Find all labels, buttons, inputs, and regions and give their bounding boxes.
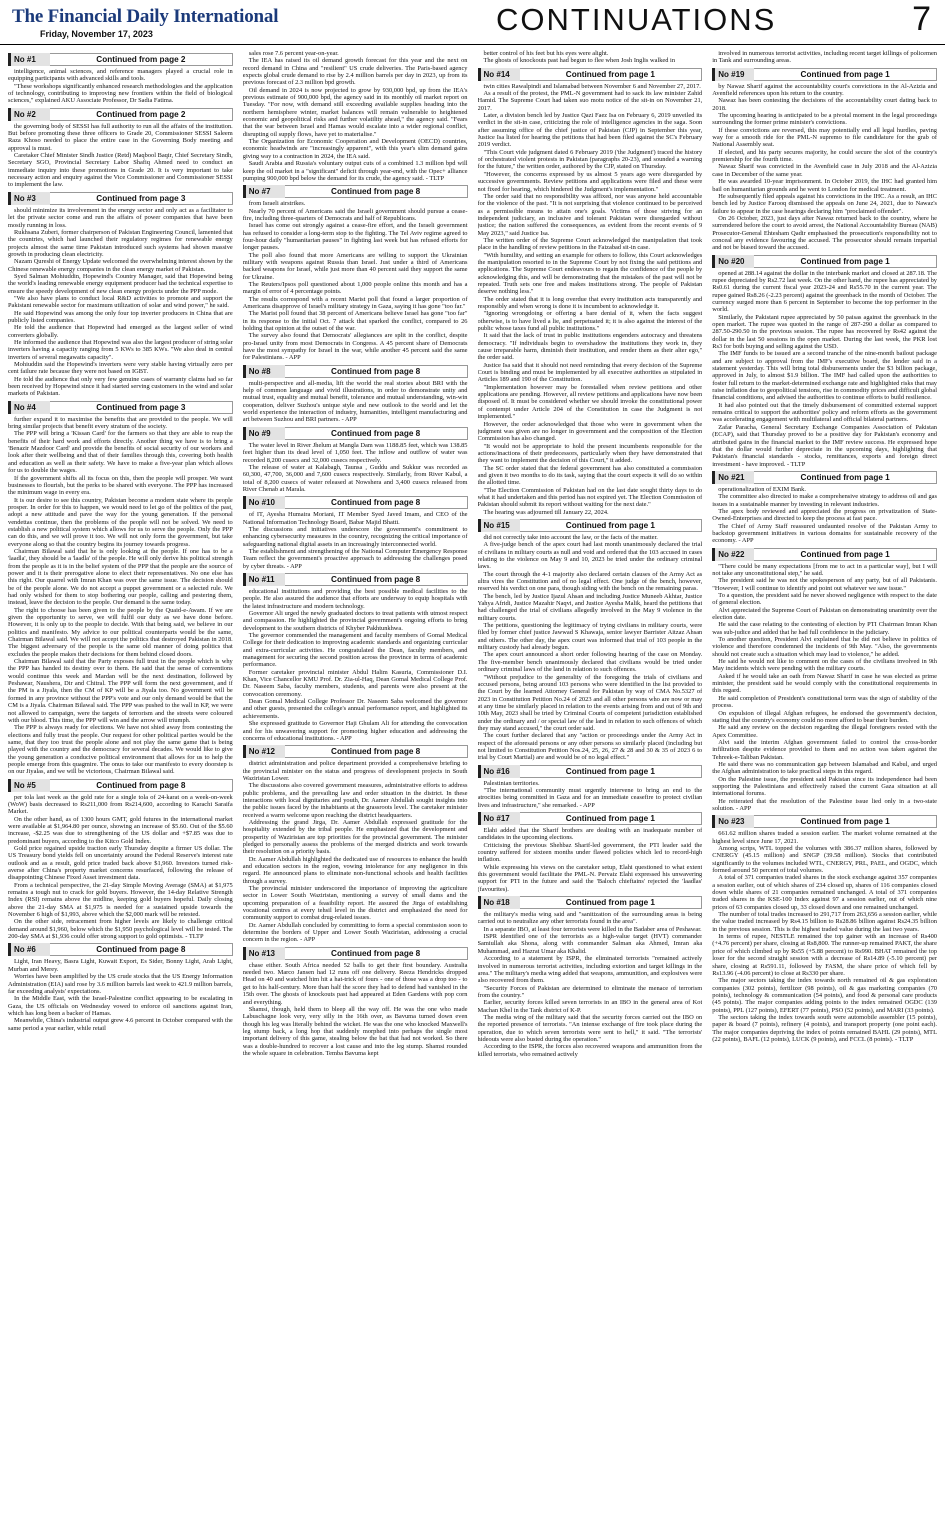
continuation-number: No #10 (243, 496, 285, 509)
paragraph: "There could be many expectations [from me to act in a particular way], but I will not take any unconstitutional step," he said. (712, 562, 937, 577)
paragraph: Palestinian territories. (483, 779, 540, 787)
paragraph: educational institutions and providing the best possible medical facilities to the people. He also assured the audience that efforts are underway to equip hospitals with the latest infrastructure and modern technology. (242, 587, 468, 610)
article-body (478, 911, 703, 1058)
paragraph: He told the audience that only very few genuine cases of warranty claims had so far been received by Hopewind since it had started serving customers in the wind and solar markets of Pakistan. (8, 375, 233, 398)
paragraph: "Security Forces of Pakistan are determined to eliminate the menace of terrorism from the country." (477, 984, 703, 999)
paragraph: Nazam Qureshi of Energy Update welcomed the overwhelming interest shown by the Chinese renewable energy companies in the clean energy market of Pakistan. (8, 258, 233, 273)
paragraph: Light, Iran Heavy, Basra Light, Kuwait Export, Es Sider, Bonny Light, Arab Light, Murban and Merey. (8, 958, 233, 973)
continuation-article (478, 50, 703, 65)
paragraph: The order said that no responsibility was affixed, nor was anyone held accountable for the violence of the past. "It is not surprising that violence continued to be perceived as a permissible means to attain one's goals. Victims of those striving for an independent judiciary, an inclusive and tolerant Pakistan were disregarded without justice; the nation suffered the consequences, as evident from the recent events of 9 May 2023," said Justice Isa. (477, 192, 703, 237)
paragraph: Alvi said the interim Afghan government failed to control the cross-border infiltration despite evidence provided to them and no action was taken against the Tehreek-e-Taliban Pakistan. (712, 738, 937, 761)
paragraph: "Ignoring wrongdoing or offering a bare denial of it, when the facts suggest otherwise, is to have lived a lie, and perpetuated it; it is also against the interest of the public whose taxes fund all public institutions." (477, 310, 703, 333)
continuation-article (478, 812, 703, 893)
continued-from-label: Continued from page 1 (520, 519, 703, 532)
paragraph: The court further declared that any "action or proceedings under the Army Act in respect of the aforesaid persons or any other persons so similarly placed (including but not limited to Constitution Petition Nos.24, 25, 26, 27 & 28 and 30 & 35 of 2023 6 to trial by Court Martial) are and would be of no legal effect." (477, 732, 703, 762)
paragraph: The sectors taking the index towards south were automobile assembler (15 points), paper & board (7 points), refinery (4 points), and transport property (one point each). The major companies depriving the index of points remained BAHL (29 points), MTL (22 points), BAFL (12 points), LUCK (9 points), and FCCL (8 points). - TLTP (712, 1013, 937, 1043)
paragraph: He said any review on the decision regarding the illegal foreigners rested with the Apex Committee. (712, 724, 937, 739)
article-body (478, 827, 703, 893)
paragraph: The Organization for Economic Cooperation and Development (OECD) countries, economic headwinds are "increasingly apparent", with this year's slim demand gains giving way to a contraction in 2024, the IEA said. (242, 138, 468, 160)
paragraph: As a result of the protest, the PML-N government had to sack its law minister Zahid Hamid. The Supreme Court had taken suo motu notice of the sit-in on November 21, 2017. (477, 90, 703, 112)
paragraph: To a question, the president said he never showed negligence with respect to the date of general election. (712, 592, 937, 607)
paragraph: From a technical perspective, the 21-day Simple Moving Average (SMA) at $1,975 remains a tough nut to crack for gold buyers. However, the 14-day Relative Strength Index (RSI) remains above the midline, keeping gold buyers hopeful. Daily closing above the 21-day SMA at $1,975 is needed for a sustained upside towards the November 6 high of $1,993, above which the $2,000 mark will be retested. (8, 881, 233, 919)
continuation-article (478, 519, 703, 762)
paragraph: should minimize its involvement in the energy sector and only act as a facilitator to let the private sector come and run the affairs of power companies that have been mostly running in loss. (8, 206, 233, 229)
continuation-header (712, 548, 937, 561)
continuation-header (243, 365, 468, 378)
continuation-header (478, 765, 703, 778)
continuation-number: No #15 (478, 519, 520, 532)
paragraph: twin cities Rawalpindi and Islamabad between November 6 and November 27, 2017. (483, 82, 701, 90)
paragraph: To another question, President Alvi explained that he did not believe in politics of violence and therefore condemned the incidents of 9th May. "Also, the governments should not create such a situation which may lead to violence," he added. (712, 636, 937, 658)
continuation-number: No #12 (243, 745, 285, 758)
article-body (478, 83, 703, 516)
continuation-article (243, 947, 468, 1057)
paragraph: On expulsion of illegal Afghan refugees, he endorsed the government's decision, stating that the country's economy could no more afford to bear their burden. (712, 709, 937, 724)
continuation-header (8, 401, 233, 414)
continuation-article (478, 765, 703, 809)
article-body (243, 380, 468, 424)
paragraph: It had also pointed out that the timely disbursement of committed external support remains critical to support the authorities' policy and reform efforts as the government was accelerating engagement with multilateral and official bilateral partners. (712, 401, 937, 424)
paragraph: The release of water at Kalabagh, Taunsa , Guddu and Sukkur was recorded as 60,300, 47,700, 36,000 and 7,600 cusecs respectively. Similarly, from River Kabul, a total of 8,200 cusecs of water released at Nowshera and 3,400 cusecs released from River Chenab at Marala. (242, 463, 468, 493)
article-body (8, 68, 233, 105)
continued-from-label: Continued from page 1 (520, 68, 703, 81)
paragraph: from Israeli airstrikes. (248, 200, 306, 208)
article-body (712, 50, 937, 65)
paragraph: "It would not be appropriate to hold the present incumbents responsible for the actions/inactions of their predecessors, particularly when they have demonstrated that they want to implement the decision of this Court," it added. (477, 442, 703, 465)
paragraph: He said he would not like to comment on the cases of the civilians involved in 9th May incidents which were pending with the military courts. (712, 658, 937, 673)
continuation-article (8, 192, 233, 398)
paragraph: "We also have plans to conduct local R&D activities to promote and support the Pakistani renewable sector for maximum utilization of solar and wind power," he said. (8, 294, 233, 310)
continued-from-label: Continued from page 8 (285, 496, 468, 509)
continued-from-label: Continued from page 1 (754, 548, 937, 561)
continuation-header (478, 812, 703, 825)
continued-from-label: Continued from page 1 (754, 68, 937, 81)
continuation-number: No #6 (8, 943, 50, 956)
paragraph: The Reuters/Ipsos poll questioned about 1,000 people online this month and has a margin of error of 4 percentage points. (242, 280, 468, 296)
continued-from-label: Continued from page 1 (520, 812, 703, 825)
paragraph: district administration and police department provided a comprehensive briefing to the provincial minister on the status and progress of development projects in South Waziristan Lower. (242, 760, 468, 782)
paragraph: did not correctly take into account the law, or the facts of the matter. (483, 533, 658, 541)
paragraph: The poll also found that more Americans are willing to support the Ukrainian military with weapons against Russia than Israel. Just under a third of Americans backed weapons for Israel, while just more than 40 percent said they support the same for Ukraine. (242, 251, 468, 281)
paragraph: 661.62 million shares traded a session earlier. The market volume remained at the highest level since June 17, 2021. (712, 830, 937, 845)
paragraph: Criticising the previous Shehbaz Sharif-led government, the PTI leader said the country suffered for sixteen months under flawed policies which led to record-high inflation. (477, 841, 703, 864)
paragraph: In the Middle East, with the Israel-Palestine conflict appearing to be escalating in Gaza, the US officials on Wednesday vowed to enforce oil sanctions against Iran, which has long been a backer of Hamas. (8, 995, 233, 1017)
paragraph: Saudi Arabia and Russia's voluntary output cuts of a combined 1.3 million bpd will keep the oil market in a "significant" deficit through year-end, with the Opec+ alliance pumping 900,000 bpd below the demand for its crude, the agency said. - TLTP (242, 160, 468, 182)
paragraph: Shamsi, though, held them to bleep all the way off. He was the one who made Labuschagne look very, very silly in the 16th over, as Bavuma turned down even though his leg was literally behind the wicket. He was the one who knocked Maxwell's leg stump back, a long hop that suddenly morphed into perhaps the single most important delivery of this game, stealing below the bat that had not worked. So there was a double-hundred to recover a lost cause and into the leg stump. Shamsi rounded the whole square in celebration. Temba Bavuma kept (242, 1005, 468, 1057)
paragraph: On the Palestine issue, the president said Pakistan since its independence had been supporting the Palestinians and effectively raised the current Gaza situation at all international forums. (712, 775, 937, 798)
continuation-number: No #19 (712, 68, 754, 81)
column-2 (243, 50, 468, 1527)
continuation-header (712, 815, 937, 828)
continuation-number: No #8 (243, 365, 285, 378)
paragraph: "However, the concerns expressed by us almost 5 years ago were disregarded by successive governments. Review petitions and applications were filed and these were not fixed for hearing, which hindered the Judgment's implementation." (477, 170, 703, 193)
article-body (8, 416, 233, 776)
article-body (712, 270, 937, 468)
paragraph: The president said he was not the spokesperson of any party, but of all Pakistanis. "However, I will continue to identify and point out whatever we saw issue." (712, 577, 937, 592)
article-body (243, 200, 468, 362)
paragraph: He said Hopewind was among the only four top inverter producers in China that are publicly listed companies. (8, 309, 233, 324)
continuation-number: No #11 (243, 573, 285, 586)
continuation-number: No #20 (712, 255, 754, 268)
continuation-header (712, 255, 937, 268)
continuation-number: No #17 (478, 812, 520, 825)
continuation-number: No #2 (8, 108, 50, 121)
continuation-number: No #16 (478, 765, 520, 778)
paragraph: Caretaker Chief Minister Sindh Justice (Retd) Maqbool Baqir, Chief Secretary Sindh, Secretary SGO, Provincial Secretary Labor Shafiq Ahmed need to conduct an immediate inquiry into these promotions in Grade 20. It is very important to take necessary action and enquiry against the Vice Commissioner and Commissioner SESSI to implement the law. (8, 152, 233, 189)
paragraph: The media wing of the military said that the security forces carried out the IBO on the reported presence of terrorists. "An intense exchange of fire took place during the operation, due to which seven terrorists were sent to hell," it said. "The terrorists' hideouts were also busted during the operation." (477, 1013, 703, 1043)
continuation-article (712, 50, 937, 65)
paragraph: Chairman Bilawal said that he is only looking at the people. If one has to be a 'laadla', they should be a 'laadla' of the people. He will only derive his political strength from the people as it is in the belief system of the PPP that the people are the source of power and it is their prerogative alone to elect their representatives. No one else has this right. Our quarrel with Imran Khan was over the same issue. The decision should be of the people alone. We do not accept a puppet government or a selected rule. We had only wished for them to stop bothering our people, calling and pestering them, instead, leave the decision to the people. Our demand is the same today. (8, 547, 233, 607)
continued-from-label: Continued from page 8 (285, 365, 468, 378)
continued-from-label: Continued from page 1 (520, 896, 703, 909)
paragraph: "This Court vide judgment dated 6 February 2019 ('the Judgment') traced the history of orchestrated violent protests in Pakistan (paragraphs 20-23), and sounded a warning for the future," the written order, authored by the CJP, stated on Thursday. (477, 148, 703, 171)
paragraph: Governor Ali urged the newly graduated doctors to treat patients with utmost respect and compassion. He highlighted the provincial government's ongoing efforts to bring development to the southern districts of Khyber Pakhtunkhwa. (242, 610, 468, 632)
paragraph: Dr. Aamer Abdullah highlighted the dedicated use of resources to enhance the health and education sectors in the region, vowing intolerance for any negligence in this regard. He announced plans to eliminate non-functional schools and health facilities through a survey. (242, 855, 468, 885)
continuation-article (712, 548, 937, 813)
continuation-header (243, 745, 468, 758)
continuation-article (712, 68, 937, 252)
paragraph: The PPP will bring a 'Kissan Card' for the farmers so that they are able to reap the benefits of their hard work and efforts directly. Another thing we have is to bring a 'Benazir Mazdoor Card' and provide the benefits of social security of our workers and look after their wellbeing and that of their families through this, covering both health and education as well as their safety. We have to make a five-year plan which allows for us to double the wages. (8, 430, 233, 475)
paragraph: Mohiuddin said the Hopewind's inverters were very stable having virtually zero per cent failure rate because they were not based on IGBT. (8, 361, 233, 376)
continuation-header (8, 53, 233, 66)
continuation-number: No #4 (8, 401, 50, 414)
paragraph: The order stated that it is long overdue that every institution acts transparently and responsibly and when wrong is done it is incumbent to acknowledge it. (477, 295, 703, 310)
paragraph: Oil demand in 2024 is now projected to grow by 930,000 bpd, up from the IEA's previous estimate of 900,000 bpd, the agency said in its monthly oil market report on Tuesday. "For now, with demand still exceeding available supplies heading into the northern hemisphere winter, market balances will remain vulnerable to heightened economic and geopolitical risks and further volatility ahead," the agency said. "Fears that the war between Israel and Hamas would escalate into a wider regional conflict, disrupting oil supply flows, have yet to materialise." (242, 86, 468, 138)
continuation-header (712, 68, 937, 81)
paragraph: The right to choose has been given to the people by the Quaid-e-Awam. If we are given the opportunity to serve, we will fulfil our duty as we have done before. However, it is only up to the people to decide. With that being said, we believe in our politics and manifesto. My advice to our political counterparts would be the same, Chairman Bilawal said. We will not accept the politics that destroyed Pakistan in 2018. The biggest adversary of the people is the same old manner of doing politics that excludes the people makes their decisions for them behind closed doors. (8, 606, 233, 658)
continued-from-label: Continued from page 8 (285, 745, 468, 758)
article-body (8, 794, 233, 941)
paragraph: Syed Salman Mohiuddin, Hopewind's Country Manager, said that Hopewind being the world's leading renewable energy equipment producer had the technical expertise to ensure the speedy development of new clean energy projects under the PPP mode. (8, 272, 233, 295)
paragraph: A five-judge bench of the apex court had last month unanimously declared the trial of civilians in military courts as null and void and ordered that the 103 accused in cases relating to the violence on May 9 and 10, 2023 be tried under the ordinary criminal laws. (477, 541, 703, 571)
paragraph: better control of his feet but his eyes were alight. (483, 50, 609, 57)
paragraph: The IEA has raised its oil demand growth forecast for this year and the next on record demand in China and "resilient" US crude deliveries. The Paris-based agency expects global crude demand to rise by 2.4 million barrels per day in 2023, up from its previous forecast of 2.3 million bpd growth. (242, 57, 468, 87)
paragraph: Gold price regained upside traction early Thursday despite a firmer US dollar. The US Treasury bond yields fell on uncertainty around the Federal Reserve's interest rate outlook and as a result, gold price traded back above $1,960. Investors turned risk-averse after China's property market concerns resurfaced, following the release of disappointing Chinese Fixed Asset investment data. (8, 845, 233, 882)
paragraph: The apex court announced a short order following hearing of the case on Monday. The five-member bench unanimously declared that civilians would be tried under ordinary criminal laws of the land in relation to such offences. (477, 651, 703, 674)
paragraph: Asked if he would take an oath from Nawaz Sharif in case he was elected as prime minister, the president said he would comply with the constitutional requirements in this regard. (712, 672, 937, 695)
continuation-number: No #14 (478, 68, 520, 81)
paragraph: In terms of rupee, NESTLE remained the top gainer with an increase of Rs400 (+4.76 percent) per share, closing at Rs8,800. The runner-up remained PAKT, the share price of which climbed up by Rs55 (+5.88 percent) to Rs990. BHAT remained the top loser for the second straight session with a decrease of Rs14.89 (-5.10 percent) per share, closing at Rs591.11, followed by FASM, the share price of which fell by Rs13.96 (-4.06 percent) to close at Rs330 per share. (712, 933, 937, 977)
continuation-number: No #22 (712, 548, 754, 561)
continuation-number: No #3 (8, 192, 50, 205)
paragraph: Earlier, security forces killed seven terrorists in an IBO in the general area of Kot Machan Khel in the Tank district of K-P. (477, 999, 703, 1014)
newspaper-name: The Financial Daily International (12, 6, 279, 27)
paragraph: On the other side, retracement from higher levels are likely to challenge critical demand around $1,960, below which the $1,950 psychological level will be tested. The 200-day SMA at $1,936 could offer strong support to gold optimists. - TLTP (8, 918, 233, 941)
continuation-header (478, 896, 703, 909)
paragraph: involved in numerous terrorist activities, including recent target killings of policemen in Tank and surrounding areas. (712, 50, 937, 65)
continuation-article (8, 401, 233, 776)
paragraph: Meanwhile, China's industrial output grew 4.6 percent in October compared with the same period a year earlier, while retail (8, 1017, 233, 1032)
paragraph: The Marist poll found that 38 percent of Americans believe Israel has gone "too far" in its response to the initial Oct. 7 attack that sparked the conflict, compared to 26 holding that opinion at the outset of the war. (242, 310, 468, 333)
column-3 (478, 50, 703, 1527)
paragraph: He subsequently filed appeals against his convictions in the IHC. As a result, an IHC bench led by Justice Farooq dismissed the appeals on June 24, 2021, due to Nawaz's failure to appear in the case hearings declaring him "proclaimed offender". (712, 192, 937, 215)
article-body (243, 962, 468, 1057)
continuation-article (243, 745, 468, 944)
paragraph: The court through the 4-1 majority also declared certain clauses of the Army Act as ultra vires the Constitution and of no legal effect. One judge of the bench, however, reserved his verdict on one para, though siding with the bench on the remaining paras. (477, 570, 703, 593)
paragraph: per tola last week as the gold rate for a single tola of 24-karat on a week-on-week (WoW) basis decreased to Rs211,000 from Rs214,600, according to Karachi Saraifa Market. (8, 793, 233, 816)
article-body (243, 588, 468, 742)
paragraph: "Implementation however may be forestalled when review petitions and other applications are pending. However, all review petitions and applications have now been disposed of. It must be considered whether we should invoke the constitutional power of contempt under Article 204 of the Constitution in case the Judgment is not implemented." (477, 383, 703, 421)
paragraph: The SC order stated that the federal government has also constituted a commission and given it two months to do its task, saying that the court expects it will do so within the allotted time. (477, 464, 703, 487)
continuation-article (712, 471, 937, 545)
continuation-header (243, 947, 468, 960)
paragraph: the governing body of SESSI has full authority to run all the affairs of the institution. But before promoting these three officers to Grade 20, Commissioner SESSI Saleem Raza Khoso needed to place the entire case in the Governing Body meeting and approval is must. (8, 122, 233, 152)
paragraph: opened at 288.14 against the dollar in the interbank market and closed at 287.18. The rupee depreciated by Rs2.72 last week. On the other hand, the rupee has appreciated by Rs0.61 during the current fiscal year 2023-24 and Rs55.70 in the current year. The rupee gained Rs8.26 (-2.23 percent) against the greenback in the month of October. The currency surged more than 6 percent in September to become the top performer in the world. (712, 269, 937, 314)
continuation-header (8, 943, 233, 956)
paragraph: Later, a division bench led by Justice Qazi Faez Isa on February 6, 2019 unveiled its verdict in the sit-in case, criticizing the role of intelligence agencies in the saga. Soon after assuming office of the chief justice of Pakistan (CJP) in September this year, Justice Isa listed for hearing the petitions that had been filed against the SC's February 2019 verdict. (477, 112, 703, 149)
paragraph: Nawaz has been contesting the decisions of the accountability court dating back to 2018. (712, 97, 937, 112)
paragraph: Rukhsana Zuberi, former chairperson of Pakistan Engineering Council, lamented that the countries, which had launched their regulatory regimes for renewable energy projects almost the same time Pakistan introduced such systems had shown massive growth in producing clean electricity. (8, 228, 233, 258)
paragraph: The results correspond with a recent Marist poll that found a larger proportion of Americans disapprove of Israel's military strategy in Gaza, saying it has gone "too far." (242, 295, 468, 310)
paragraph: Similarly, the Pakistani rupee appreciated by 50 paisas against the greenback in the open market. The rupee was quoted in the range of 287-290 a dollar as compared to 287.50-290.50 in the previous session. The rupee has recovered by Rs42 against the dollar in the last 50 sessions in the open market. During the last week, the PKR lost Rs3 for both buying and selling against the USD. (712, 313, 937, 351)
continued-from-label: Continued from page 1 (754, 255, 937, 268)
paragraph: The hearing was adjourned till January 22, 2024. (483, 508, 609, 516)
paragraph: The discussions also covered government measures, administrative efforts to address public problems, and the prevailing law and order situation in the district. In these interactions with local dignitaries and youth, Dr. Aamer Abdullah sought insights into the public issues faced by the inhabitants at the grassroots level. The caretaker minister received a warm welcome upon reaching the district headquarters. (242, 782, 468, 819)
paragraph: Nearly 70 percent of Americans said the Israeli government should pursue a cease-fire, including three-quarters of Democrats and half of Republicans. (242, 207, 468, 222)
paragraph: The committee also directed to make a comprehensive strategy to address oil and gas issues in a sustainable manner by investing in relevant industries. (712, 493, 937, 508)
continuation-number: No #7 (243, 185, 285, 198)
paragraph: Dean Gomal Medical College Professor Dr. Naseem Saba welcomed the governor and other guests, presented the college's annual performance report, and highlighted its achievements. (242, 698, 468, 720)
continued-from-label: Continued from page 2 (50, 108, 233, 121)
continuation-article (8, 779, 233, 941)
paragraph: Alvi appreciated the Supreme Court of Pakistan on demonstrating unanimity over the election date. (712, 606, 937, 622)
paragraph: He said completion of President's constitutional term was the sign of stability of the process. (712, 694, 937, 710)
continuation-header (8, 779, 233, 792)
paragraph: Chairman Bilawal said that the Party exposes full trust in the people which is why the PPP has handed its destiny over to them. He said that the sense of conventions would continue this week and Mardan will be the next destination, followed by Peshawar, Naushera, Dir and Chitral. The PPP will form the next government, and if the PM is a Jiyala, then the CM of KP will be a Jiyala too. No government will be formed in any province without the PPP's vote and our only demand would be that the CM is a Jiyala. Chairman Bilawal said. The PPP was pushed to the wall in KP, we were not allowed to campaign, were the targets of terrorism and the streets were coloured with our blood. This time, the PPP will win and the arrow will triumph. (8, 658, 233, 724)
continuation-header (478, 519, 703, 532)
paragraph: Elahi added that the Sharif brothers are dealing with an inadequate number of candidates in the upcoming elections. (477, 827, 703, 842)
article-body (478, 780, 703, 809)
paragraph: He was awarded 10-year imprisonment. In October 2019, the IHC had granted him bail on humanitarian grounds and he went to London for medical treatment. (712, 178, 937, 193)
masthead (0, 0, 945, 45)
paragraph: "The Election Commission of Pakistan had on the last date sought thirty days to do what it had undertaken and this period has not expired yet. The Election Commission of Pakistan should submit its report without waiting for the next date." (477, 486, 703, 509)
continuation-number: No #1 (8, 53, 50, 66)
paragraph: further expand it to maximise the benefits that are provided to the people. We will bring similar projects that benefit every stratum of the society. (8, 415, 233, 431)
paragraph: The upcoming hearing is anticipated to be a pivotal moment in the legal proceedings surrounding the former prime minister's convictions. (712, 112, 937, 127)
article-body (243, 511, 468, 570)
paragraph: intelligence, animal sciences, and reference managers played a crucial role in equipping participants with advanced skills and tools. (8, 68, 233, 83)
continuation-article (712, 815, 937, 1043)
continued-from-label: Continued from page 3 (50, 192, 233, 205)
paragraph: According to the ISPR, the forces also recovered weapons and ammunition from the killed terrorists, who remained actively (477, 1043, 703, 1058)
paragraph: Zafar Paracha, General Secretary Exchange Companies Association of Pakistan (ECAP), said that Thursday proved to be a positive day for Pakistan's economy and attributed gains in the financial market to the IMF review success. He expressed hope that the dollar would further depreciate in the upcoming days, highlighting that Pakistan's financial standards - stocks, remittances, exports and foreign direct investment - have improved. - TLTP (712, 423, 937, 468)
paragraph: Worries have been amplified by the US crude stocks that the US Energy Information Administration (EIA) said rose by 3.6 million barrels last week to 421.9 million barrels, far exceeding analysts' expectations. (8, 973, 233, 995)
article-body (8, 207, 233, 398)
paragraph: However, the order acknowledged that those who were in government when the judgment was given are no longer in government and the composition of the Election Commission has also changed. (477, 420, 703, 443)
section-title: CONTINUATIONS (496, 2, 777, 37)
continuation-article (8, 943, 233, 1031)
issue-date: Friday, November 17, 2023 (40, 29, 153, 39)
paragraph: The major sectors taking the index towards north remained oil & gas exploration companies (302 points), fertilizer (98 points), oil & gas marketing companies (70 points), technology & communication (54 points), and food & personal care products (45 points). The major companies adding points to the index remained OGDC (139 points), PPL (127 points), EFERT (77 points), PSO (52 points), and MARI (33 points). (712, 977, 937, 1014)
continuation-article (243, 496, 468, 570)
paragraph: The water level in River Jhelum at Mangla Dam was 1188.85 feet, which was 138.85 feet higher than its dead level of 1,050 feet. The inflow and outflow of water was recorded 8,200 cusecs and 32,000 cusecs respectively. (242, 441, 468, 464)
continuation-number: No #9 (243, 427, 285, 440)
paragraph: He informed the audience that Hopewind was also the largest producer of string solar inverters having a capacity ranging from 5 KWs to 385 KWs. "We also deal in central inverters of several megawatts capacity". (8, 339, 233, 361)
paragraph: The survey also found that Democrats' allegiances are split in the conflict, despite pro-Israel unity from most Democrats in Congress. A 45 percent share of Democrats have the most sympathy for Israel in the war, while another 45 percent said the same for Palestinians. - APP (242, 332, 468, 362)
paragraph: operationalization of EXIM Bank. (718, 485, 806, 493)
paragraph: "Without prejudice to the generality of the foregoing the trials of civilians and accused persons, being around 103 persons who were identified in the list provided to the Court by the learned Attorney General for Pakistan by way of CMA No.5327 of 2023 in Constitution Petition No.24 of 2023 and all other persons who are now or may at any time be similarly placed in relation to the events arising from and out of 9th and 10th May, 2023 shall be tried by Criminal Courts of competent jurisdiction established under the ordinary and / or special law of the land in relation to such offences of which they may stand accused," the court order said. (477, 673, 703, 732)
paragraph: The bench, led by Justice Ijazul Ahsan and including Justice Muneeb Akhtar, Justice Yahya Afridi, Justice Mazahir Naqvi, and Justice Ayesha Malik, heard the petitions that had challenged the trial of civilians allegedly involved in the May 9 violence in the military courts. (477, 592, 703, 622)
article-body (712, 563, 937, 813)
continuation-article (478, 896, 703, 1058)
paragraph: On the other hand, as of 1300 hours GMT, gold futures in the international market were available at $1,964.80 per ounce, showing an increase of $5.60. Out of the $5.60 increase, -$2.25 was due to strengthening of the US dollar and +$7.85 was due to predominant buyers, according to the Kitco Gold Index. (8, 815, 233, 845)
continuation-article (243, 427, 468, 493)
continued-from-label: Continued from page 1 (754, 471, 937, 484)
paragraph: "These workshops significantly enhanced research methodologies and the application of technology, contributing to improving new frontiers within the field of biological sciences," explained AKU Associate Professor, Dr Sadia Fatima. (8, 82, 233, 105)
continued-from-label: Continued from page 8 (50, 943, 233, 956)
continuation-header (8, 108, 233, 121)
paragraph: multi-perspective and all-media, lift the world the real stories about BRI with the help of common language and vivid illustrations, in order to demonstrate unity and mutual trust, equality and mutual benefit, tolerance and mutual understanding, win-win cooperation, deliver Suzhou's unique style and new outlook to the world and let the world experience the interaction of industry, humanities, intelligent manufacturing and art between Suzhou and BRI partners. - APP (242, 379, 468, 424)
continued-from-label: Continued from page 1 (754, 815, 937, 828)
paragraph: The establishment and strengthening of the National Computer Emergency Response Team reflect the government's proactive approach to addressing the challenges posed by cyber threats. - APP (242, 547, 468, 570)
paragraph: The ghosts of knockouts past had begun to flee when Josh Inglis walked in (483, 57, 676, 65)
paragraph: chase either. South Africa needed 52 balls to get their first boundary. Australia needed two. Marco Jansen had 12 runs off one delivery. Reeza Hendricks dropped Head on 40 and watched him hit a hat-trick of fours - one of those was a drop too - to get to his half-century. More than half the score they had to defend had vanished in the 15th over. The ghosts of knockouts past had appeared at Eden Gardens with pop corn and everything. (242, 961, 468, 1006)
paragraph: If these convictions are reversed, this may potentially end all legal hurdles, paving way for a smooth ride for the PML-N supremo to file candidature for the grab of National Assembly seat. (712, 126, 937, 149)
paragraph: The provincial minister underscored the importance of improving the agriculture sector in Lower South Waziristan, mentioning a survey of small dams and the upcoming preparation of a feasibility report. He assured the Jirga of establishing vocational centres at every tehsil level in the district and emphasized the need for community support to combat drug-related issues. (242, 885, 468, 922)
paragraph: The discussions and initiatives underscore the government's commitment to enhancing cybersecurity measures in the country, recognizing the critical importance of safeguarding national digital assets in an increasingly interconnected world. (242, 525, 468, 548)
continuation-number: No #21 (712, 471, 754, 484)
paragraph: Justice Isa said that it should not need reminding that every decision of the Supreme Court is binding and must be implemented by all executive authorities as stipulated in Articles 189 and 190 of the Constitution. (477, 361, 703, 384)
article-body (8, 958, 233, 1031)
continuation-number: No #5 (8, 779, 50, 792)
continuation-number: No #18 (478, 896, 520, 909)
continuation-article (8, 53, 233, 105)
continuation-article (243, 185, 468, 362)
paragraph: The governor commended the management and faculty members of Gomal Medical College for their dedication to improving academic standards and organizing curricular and extra-curricular activities. He congratulated the Dean, faculty members, and management for securing the second position across the province in terms of academic performance. (242, 632, 468, 669)
paragraph: According to a statement by ISPR, the eliminated terrorists "remained actively involved in numerous terrorist activities, including extortion and target killings in the area." The military's media wing added that weapons, ammunition, and explosives were also recovered from them. (477, 955, 703, 985)
paragraph: The number of total trades increased to 291,717 from 263,656 a session earlier, while the value traded increased by Rs4.15 billion to Rs28.86 billion against Rs24.35 billion in the previous session. This is the highest traded value during the last two years. (712, 911, 937, 933)
continuation-header (478, 68, 703, 81)
paragraph: The PPP is always ready for elections. We have not shied away from contesting the elections and fully trust the people. Our request for other political parties would be the same, that they too trust the people alone and not play the same game that is being played with the country and the democracy for several decades. We would like to give the young generation a conducive political environment that allows for us to help the people emerge from this quagmire. The onus to take our manifesto to every doorstep is on our Jiyalas, and we will be victorious, Chairman Bilawal said. (8, 724, 233, 776)
continuation-article (8, 108, 233, 189)
paragraph: "The international community must urgently intervene to bring an end to the atrocities being committed in Gaza and for an immediate ceasefire to protect civilian lives and infrastructure," she remarked. - APP (477, 786, 703, 809)
continuation-number: No #13 (243, 947, 285, 960)
continuation-header (243, 427, 468, 440)
continuation-article (712, 255, 937, 468)
continuation-article (243, 50, 468, 182)
paragraph: The apex body reviewed and appreciated the progress on privatization of State-Owned-Enterprises and directed to keep the process at fast pace. (712, 507, 937, 523)
article-body (243, 442, 468, 493)
continuation-article (243, 365, 468, 424)
continuation-header (243, 496, 468, 509)
paragraph: He told the audience that Hopewind had emerged as the largest seller of wind converters globally. (8, 324, 233, 339)
continued-from-label: Continued from page 8 (285, 185, 468, 198)
paragraph: While expressing his views on the caretaker setup, Elahi questioned to what extent this government would facilitate the PML-N. Pervaiz Elahi expressed his unwavering support for PTI in the future and said the 'Baloch chieftains' rejected the 'laadlas' (favourites). (477, 863, 703, 893)
continued-from-label: Continued from page 1 (520, 765, 703, 778)
paragraph: ISPR identified one of the terrorists as a high-value target (HVT) commander Samiullah aka Shona, along with commander Salman aka Ahmed, Imran aka Muhammad, and Hazrat Umar aka Khalid. (477, 933, 703, 955)
continued-from-label: Continued from page 8 (285, 573, 468, 586)
article-body (243, 50, 468, 182)
continuation-header (712, 471, 937, 484)
paragraph: Dr. Aamer Abdullah concluded by committing to form a special commission soon to determine the borders of Upper and Lower South Waziristan, addressing a crucial concern in the region. - APP (242, 921, 468, 944)
paragraph: Nawaz Sharif was convicted in the Avenfield case in July 2018 and the Al-Azizia case in December of the same year. (712, 163, 937, 178)
paragraph: It is our desire to see this country, Pakistan become a modern state where its people prosper. In order for this to happen, we would need to let go of the politics of the past, adopt a new attitude and pave the way for the young generation. If the personal vendettas continue, then the problems of the people will not be solved. We need to establish a new political system which allows for us to serve the people. Only the PPP can do this, and we will prove it too. We will not only form the government, but take everyone along so that the country begins its journey towards progress. (8, 496, 233, 548)
continuation-article (478, 68, 703, 516)
paragraph: It said that the lack of trust in public institutions engenders autocracy and threatens democracy. "If individuals begin to overshadow the institutions they work in, they cause irreparable harm, diminish their institution, and render them as their alter ego," the order said. (477, 332, 703, 362)
column-4 (712, 50, 937, 1527)
continued-from-label: Continued from page 2 (50, 53, 233, 66)
article-body (712, 83, 937, 252)
continued-from-label: Continued from page 8 (285, 427, 468, 440)
paragraph: A total of 371 companies traded shares in the stock exchange against 357 companies a session earlier, out of which shares of 234 closed up, shares of 116 companies closed down while shares of 21 companies remained unchanged. A total of 371 companies traded shares in the KSE-100 Index against 97 a session earlier, out of which nine prices of 63 companies closed up, 33 closed down and one remained unchanged. (712, 874, 937, 911)
paragraph: of IT, Ayesha Humaira Moriani, IT Member Syed Javed Imam, and CEO of the National Information Technology Board, Babar Majid Bhatti. (242, 511, 468, 526)
continuation-header (8, 192, 233, 205)
article-body (8, 123, 233, 189)
continued-from-label: Continued from page 8 (50, 779, 233, 792)
continuation-number: No #23 (712, 815, 754, 828)
paragraph: He reiterated that the resolution of the Palestine issue lied only in a two-state solution. - APP (712, 797, 937, 812)
article-columns (8, 50, 937, 1527)
paragraph: She expressed gratitude to Governor Haji Ghulam Ali for attending the convocation and for his unwavering support for promoting higher education and addressing the concerns of educational institutions. - APP (242, 720, 468, 742)
paragraph: Addressing the grand Jirga, Dr. Aamer Abdullah expressed gratitude for the hospitality extended by the tribal people. He emphasized that the development and prosperity of Waziristan are top priorities for the provincial government. The minister pledged to personally assess the problems of the merged districts and work towards their resolution on a priority basis. (242, 818, 468, 856)
paragraph: If elected, and his party secures majority, he could secure the slot of the country's premiership for the fourth time. (712, 148, 937, 164)
paragraph: He said the case relating to the contesting of election by PTI Chairman Imran Khan was sub-judice and added that he had full confidence in the judiciary. (712, 621, 937, 636)
paragraph: The petitions, questioning the legitimacy of trying civilians in military courts, were filed by former chief justice Jawwad S Khawaja, senior lawyer Barrister Aitzaz Ahsan and others. The other day, the apex court was informed that trial of 103 people in the military custody had already begun. (477, 622, 703, 652)
continuation-header (243, 573, 468, 586)
paragraph: by Nawaz Sharif against the accountability court's convictions in the Al-Azizia and Avenfield references upon his return to the country. (712, 82, 937, 98)
paragraph: "With humility, and setting an example for others to follow, this Court acknowledges the manipulation resorted to in the Supreme Court by not fixing the said petitions and applications. The Supreme Court endeavours to regain the confidence of the people by acknowledging this, and will be demonstrating that the mistakes of the past will not be repeated. Truth sets one free and makes institutions strong. The people of Pakistan deserve nothing less." (477, 251, 703, 296)
article-body (478, 50, 703, 65)
paragraph: The Chief of Army Staff reassured undaunted resolve of the Pakistan Army to backstop government initiatives in various domains for sustainable recovery of the economy. - APP (712, 522, 937, 545)
paragraph: Israel has come out strongly against a cease-fire effort, and the Israeli government has refused to consider a long-term stop to the fighting. The Tel Aviv regime agreed to four-hour daily "humanitarian pauses" in fighting last week but has refused efforts for longer pauses. (242, 222, 468, 252)
article-body (712, 486, 937, 545)
paragraph: the military's media wing said and "sanitization of the surrounding areas is being carried out to neutralize any other terrorists found in the area". (477, 911, 703, 926)
continued-from-label: Continued from page 3 (50, 401, 233, 414)
continuation-header (243, 185, 468, 198)
continuation-article (243, 573, 468, 742)
paragraph: He said there was no communication gap between Islamabad and Kabul, and urged the Afghan administration to take practical steps in this regard. (712, 760, 937, 776)
paragraph: In a separate IBO, at least four terrorists were killed in the Badaber area of Peshawar. (483, 925, 702, 933)
article-body (478, 534, 703, 762)
paragraph: The written order of the Supreme Court acknowledged the manipulation that took place in the handling of review petitions in the Faizabad sit-in case. (477, 236, 703, 252)
continued-from-label: Continued from page 8 (285, 947, 468, 960)
article-body (243, 760, 468, 944)
paragraph: On 26 October, 2023, just days after Nawaz returned back to the country, where he surrendered before the court to avoid arrest, the National Accountability Bureau (NAB) Prosecutor-General Ehtesham Qadir emphasised the prosecution's responsibility not to conceal any evidence favouring the accused. The prosecutor should remain impartial and not be biased toward the accused. (712, 214, 937, 252)
paragraph: Among scrips, WTL topped the volumes with 386.37 million shares, followed by CNERGY (45.15 million) and SNGP (39.58 million). Stocks that contributed significantly to the volumes included WTL, CNERGY, PRL, PAEL, and OGDC, which formed around 50 percent of total volumes. (712, 845, 937, 875)
paragraph: sales rose 7.6 percent year-on-year. (248, 50, 339, 57)
page-number: 7 (912, 0, 931, 38)
paragraph: The IMF funds to be issued are a second tranche of the nine-month bailout package and are subject to approval from the IMF's executive board, the lender said in a statement yesterday. This will bring total disbursements under the $3 billion package, approved in July, to almost $1.9 billion. The IMF had called upon the authorities to foster full return to the market-determined exchange rate and highlighted risks that may raise inflation due to geopolitical tensions, rise in commodity prices and difficult global financial conditions, and advised the authorities to continue efforts to build resilience. (712, 350, 937, 402)
paragraph: Former caretaker provincial minister Abdul Halim Kasuria, Commissioner D.I. Khan, Vice Chancellor KMU Prof. Dr. Zia-ul-Haq, Dean Gomal Medical College Prof. Dr. Naseem Saba, faculty members, students, and parents were also present at the convocation ceremony. (242, 668, 468, 698)
column-1 (8, 50, 233, 1527)
article-body (712, 830, 937, 1043)
paragraph: If the government shifts all its focus on this, then the people will prosper. We want businesses to flourish, but the perks to be shared with everyone. The PPP has increased the minimum wage in every era. (8, 474, 233, 497)
